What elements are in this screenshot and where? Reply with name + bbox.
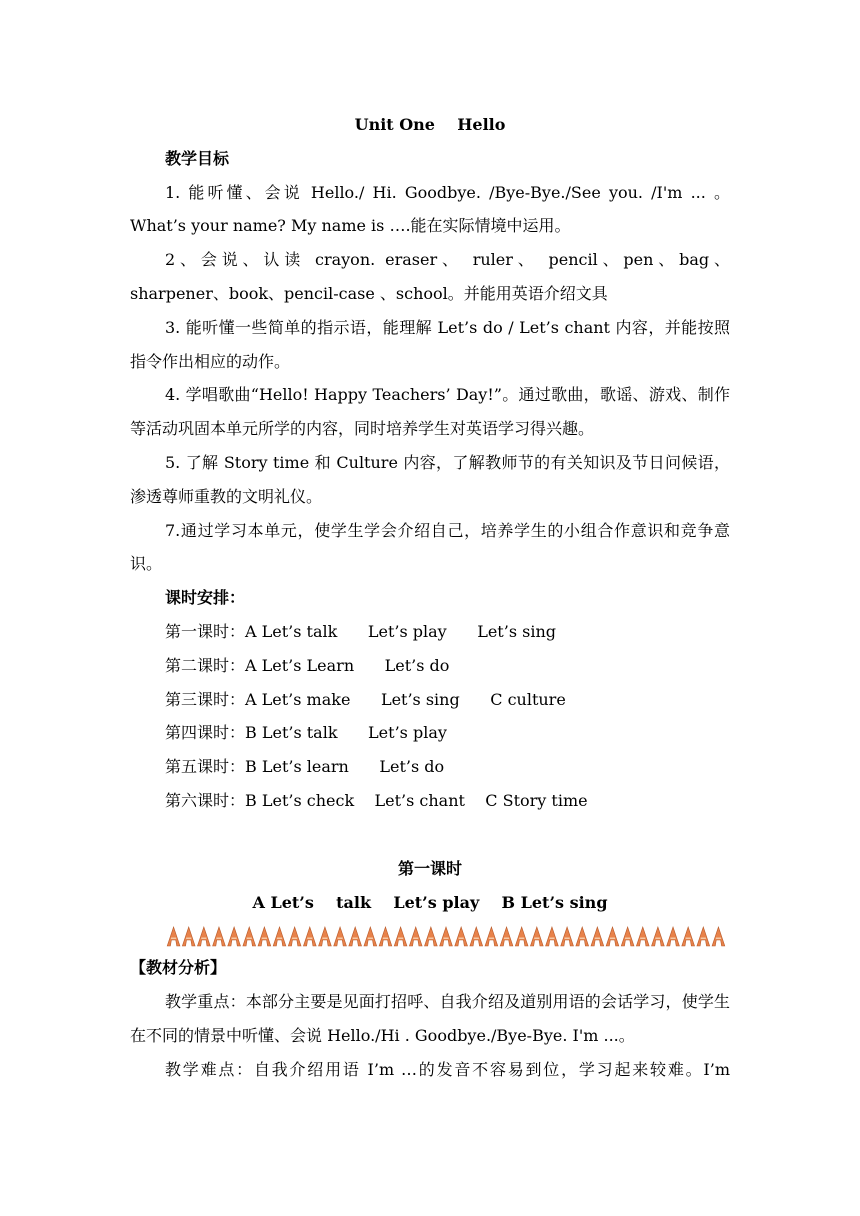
schedule-item-2: 第二课时：A Let’s Learn Let’s do [165, 655, 450, 675]
decoration-glyph [712, 927, 725, 946]
schedule-item-4: 第四课时：B Let’s talk Let’s play [165, 723, 447, 743]
decoration-glyph [682, 927, 695, 946]
unit-title: Unit One Hello [354, 115, 506, 134]
decorative-border [166, 925, 726, 947]
decoration-glyph [213, 927, 226, 946]
objective-item-1: 1. 能听懂、会说 Hello./ Hi. Goodbye. /Bye-Bye./See you. /I'm ... 。What’s your name? My name is ….能在实际情境中运用。 [130, 182, 730, 236]
objective-item-5: 5. 了解 Story time 和 Culture 内容，了解教师节的有关知识及节日问候语，渗透尊师重教的文明礼仪。 [130, 452, 730, 506]
objectives-heading: 教学目标 [165, 148, 230, 168]
decoration-glyph [394, 927, 407, 946]
decoration-glyph [546, 927, 559, 946]
decoration-glyph [576, 927, 589, 946]
decoration-glyph [697, 927, 710, 946]
schedule-item-6: 第六课时：B Let’s check Let’s chant C Story time [165, 790, 588, 810]
decoration-glyph [258, 927, 271, 946]
lesson-subtitle: A Let’s talk Let’s play B Let’s sing [252, 892, 608, 912]
objective-item-7: 7.通过学习本单元，使学生学会介绍自己，培养学生的小组合作意识和竞争意识。 [130, 520, 730, 574]
objective-item-4: 4. 学唱歌曲“Hello! Happy Teachers’ Day!”。通过歌曲，歌谣、游戏、制作等活动巩固本单元所学的内容，同时培养学生对英语学习得兴趣。 [130, 385, 730, 439]
decoration-glyph [440, 927, 453, 946]
decoration-glyph [319, 927, 332, 946]
decoration-glyph [591, 927, 604, 946]
document-content [130, 108, 730, 1087]
lesson-title: 第一课时 [397, 858, 462, 878]
decoration-glyph [667, 927, 680, 946]
decoration-glyph [652, 927, 665, 946]
key-point-text: 教学重点：本部分主要是见面打招呼、自我介绍及道别用语的会话学习，使学生在不同的情景中听懂、会说 Hello./Hi . Goodbye./Bye-Bye. I'm ...。 [130, 992, 730, 1045]
decoration-glyph [455, 927, 468, 946]
decoration-glyph [273, 927, 286, 946]
section-spacer [130, 818, 730, 852]
decoration-glyph [167, 927, 180, 946]
decoration-glyph [515, 927, 528, 946]
decoration-glyph [303, 927, 316, 946]
decoration-glyph [243, 927, 256, 946]
decoration-glyph [561, 927, 574, 946]
decoration-glyph [530, 927, 543, 946]
decoration-glyph [636, 927, 649, 946]
decoration-glyph [409, 927, 422, 946]
schedule-heading: 课时安排： [165, 588, 246, 608]
schedule-item-5: 第五课时：B Let’s learn Let’s do [165, 757, 445, 777]
objective-item-2: 2、会说、认读 crayon. eraser、 ruler、 pencil、pen、bag、sharpener、book、pencil-case 、school。并能用英语介绍文具 [130, 250, 730, 303]
difficulty-text: 教学难点：自我介绍用语 I’m …的发音不容易到位，学习起来较难。I’m [165, 1059, 730, 1079]
decoration-glyph [197, 927, 210, 946]
decoration-glyph [485, 927, 498, 946]
schedule-item-3: 第三课时：A Let’s make Let’s sing C culture [165, 689, 566, 709]
decoration-glyph [288, 927, 301, 946]
schedule-item-1: 第一课时：A Let’s talk Let’s play Let’s sing [165, 621, 556, 641]
decoration-glyph [379, 927, 392, 946]
decoration-glyph [424, 927, 437, 946]
decoration-glyph [334, 927, 347, 946]
decoration-glyph [500, 927, 513, 946]
decoration-glyph [606, 927, 619, 946]
objective-item-3: 3. 能听懂一些简单的指示语，能理解 Let’s do / Let’s chant 内容，并能按照指令作出相应的动作。 [130, 317, 730, 371]
decoration-glyph [349, 927, 362, 946]
decoration-glyph [228, 927, 241, 946]
decoration-glyph [470, 927, 483, 946]
decoration-glyph [182, 927, 195, 946]
decoration-glyph [621, 927, 634, 946]
analysis-heading: 【教材分析】 [130, 958, 227, 978]
decoration-glyph [364, 927, 377, 946]
